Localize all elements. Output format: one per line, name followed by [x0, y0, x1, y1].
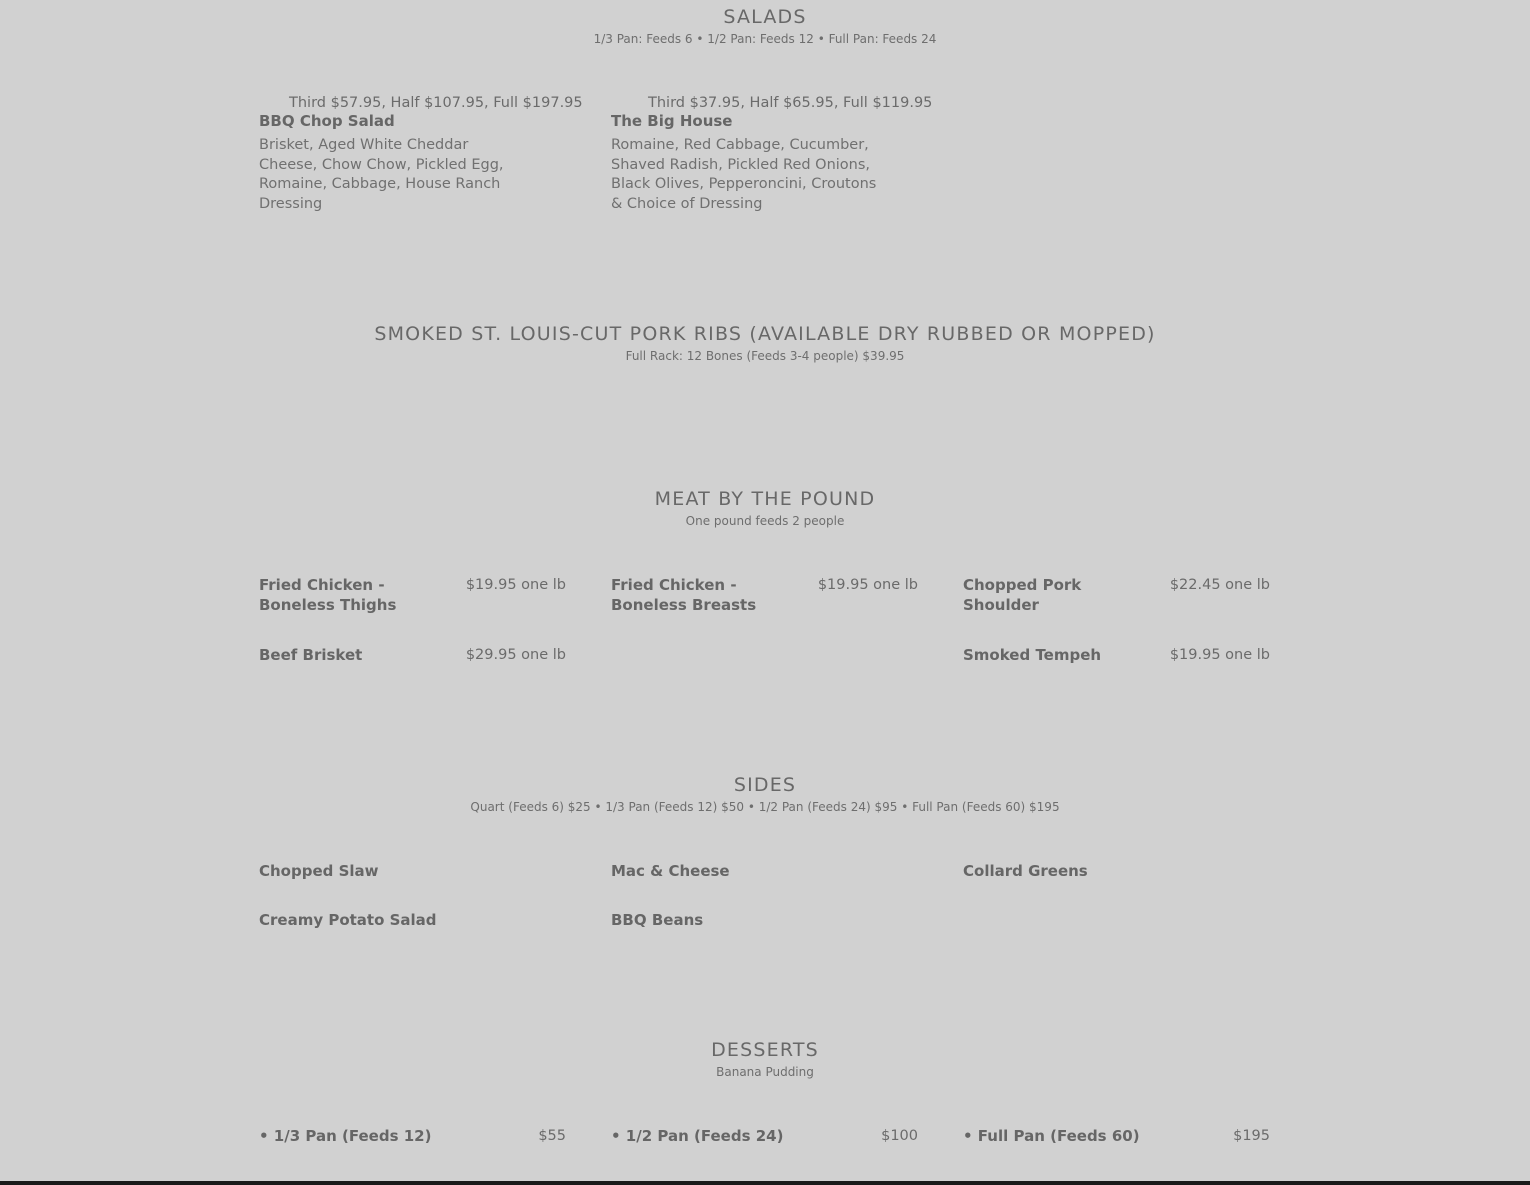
desserts-title: DESSERTS	[711, 1039, 819, 1061]
salad-description: Romaine, Red Cabbage, Cucumber, Shaved Radish, Pickled Red Onions, Black Olives, Pepperoncini, Croutons & Choice of Dressing	[611, 137, 877, 212]
item-name: • Full Pan (Feeds 60)	[963, 1127, 1140, 1145]
item-name: Smoked Tempeh	[963, 646, 1102, 664]
menu-item	[259, 645, 566, 667]
item-price: $195	[1233, 1128, 1270, 1144]
salad-item-big-house	[611, 94, 933, 224]
menu-item	[963, 1126, 1270, 1148]
bottom-divider	[0, 1181, 1530, 1185]
salad-item-bbq-chop	[259, 94, 583, 224]
menu-item	[963, 861, 1270, 883]
salad-name: BBQ Chop Salad	[259, 112, 395, 130]
meat-title: MEAT BY THE POUND	[654, 488, 876, 510]
menu-item	[611, 575, 918, 617]
menu-item	[259, 1126, 566, 1148]
item-name: • 1/3 Pan (Feeds 12)	[259, 1127, 432, 1145]
item-name: Creamy Potato Salad	[259, 911, 437, 929]
item-name: BBQ Beans	[611, 911, 704, 929]
menu-item	[259, 910, 566, 932]
desserts-subtitle: Banana Pudding	[716, 1065, 814, 1079]
item-price: $19.95 one lb	[1169, 647, 1270, 663]
salads-subtitle: 1/3 Pan: Feeds 6 • 1/2 Pan: Feeds 12 • Full Pan: Feeds 24	[593, 32, 937, 46]
item-name: Chopped Pork Shoulder	[963, 576, 1082, 614]
item-price: $100	[881, 1128, 918, 1144]
item-price: $19.95 one lb	[465, 577, 566, 593]
sides-title: SIDES	[733, 774, 797, 796]
salad-name: The Big House	[611, 112, 733, 130]
menu-item	[611, 1126, 918, 1148]
menu-item	[611, 861, 918, 883]
item-price: $29.95 one lb	[465, 647, 566, 663]
item-name: Fried Chicken - Boneless Breasts	[611, 576, 757, 614]
menu-item	[259, 575, 566, 617]
salad-price: Third $57.95, Half $107.95, Full $197.95	[289, 95, 583, 111]
menu-item	[963, 575, 1270, 617]
item-name: Beef Brisket	[259, 646, 363, 664]
item-name: Fried Chicken - Boneless Thighs	[259, 576, 397, 614]
salads-title: SALADS	[723, 6, 807, 28]
salad-description: Brisket, Aged White Cheddar Cheese, Chow Chow, Pickled Egg, Romaine, Cabbage, House Ranch Dressing	[259, 137, 504, 212]
ribs-subtitle: Full Rack: 12 Bones (Feeds 3-4 people) $39.95	[625, 349, 905, 363]
ribs-title: SMOKED ST. LOUIS-CUT PORK RIBS (AVAILABLE DRY RUBBED OR MOPPED)	[374, 323, 1156, 345]
item-price: $55	[538, 1128, 566, 1144]
sides-subtitle: Quart (Feeds 6) $25 • 1/3 Pan (Feeds 12) $50 • 1/2 Pan (Feeds 24) $95 • Full Pan (Feeds 60) $195	[470, 800, 1060, 814]
menu-item	[611, 910, 918, 932]
menu-item	[259, 861, 566, 883]
menu-item	[963, 645, 1270, 667]
item-name: Collard Greens	[963, 862, 1088, 880]
item-name: Chopped Slaw	[259, 862, 379, 880]
item-price: $19.95 one lb	[817, 577, 918, 593]
item-name: • 1/2 Pan (Feeds 24)	[611, 1127, 784, 1145]
item-price: $22.45 one lb	[1169, 577, 1270, 593]
salad-price: Third $37.95, Half $65.95, Full $119.95	[648, 95, 933, 111]
item-name: Mac & Cheese	[611, 862, 730, 880]
meat-subtitle: One pound feeds 2 people	[685, 514, 845, 528]
